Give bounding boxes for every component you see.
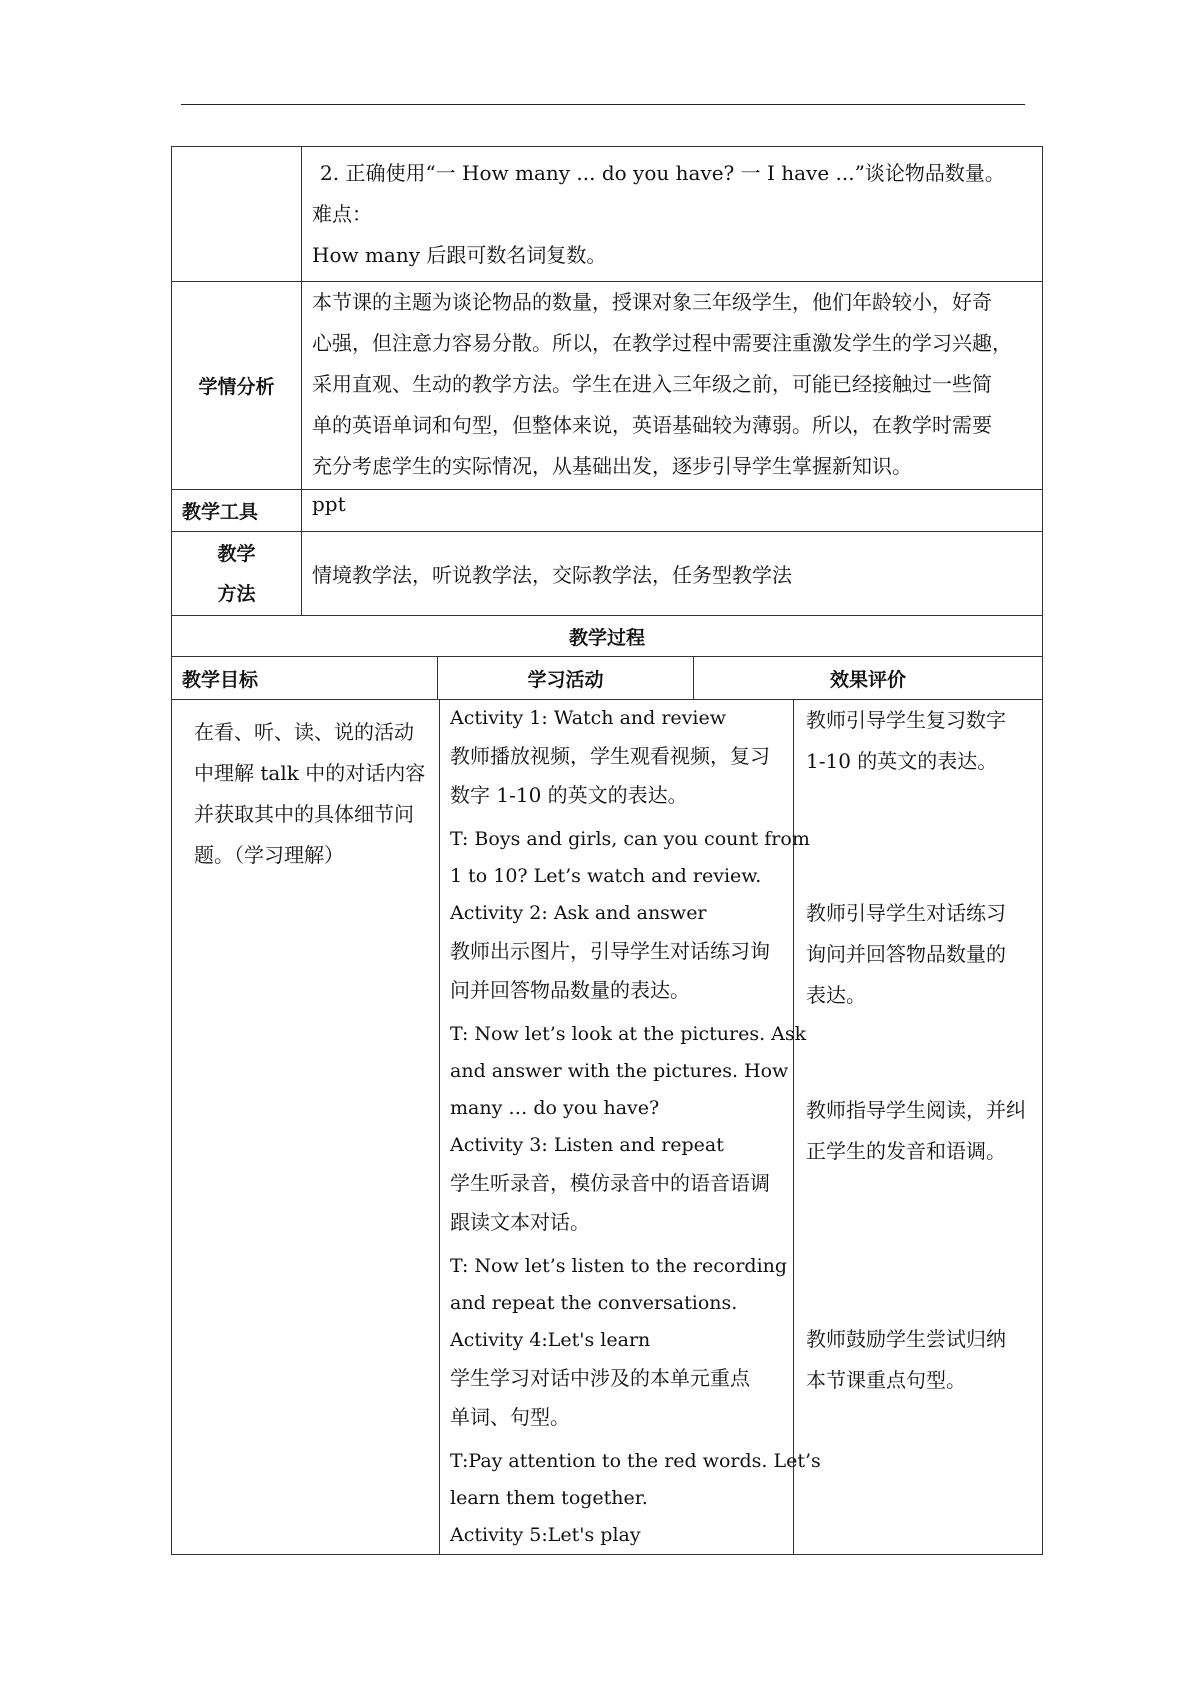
difficulty-line: How many 后跟可数名词复数。 xyxy=(312,243,607,267)
evaluation-block xyxy=(806,893,1006,1016)
evaluation-line: 询问并回答物品数量的 xyxy=(806,942,1006,966)
analysis-line: 本节课的主题为谈论物品的数量，授课对象三年级学生，他们年龄较小，好奇 xyxy=(312,290,992,314)
evaluation-line: 教师引导学生复习数字 xyxy=(806,708,1006,732)
evaluation-line: 本节课重点句型。 xyxy=(806,1368,966,1392)
lesson-plan-table xyxy=(171,146,1043,700)
activities-cell xyxy=(440,700,821,1555)
analysis-line: 充分考虑学生的实际情况，从基础出发，逐步引导学生掌握新知识。 xyxy=(312,454,912,478)
activity-en-line: and repeat the conversations. xyxy=(450,1292,738,1314)
activity-title: Activity 4:Let's learn xyxy=(450,1329,651,1351)
evaluation-line: 教师引导学生对话练习 xyxy=(806,901,1006,925)
evaluation-line: 教师鼓励学生尝试归纳 xyxy=(806,1327,1006,1351)
student-analysis-row xyxy=(172,282,1043,490)
evaluation-block xyxy=(806,1090,1026,1172)
difficulty-content-cell xyxy=(302,147,1043,282)
student-analysis-content xyxy=(302,282,1043,490)
header-rule xyxy=(181,104,1025,105)
analysis-line: 单的英语单词和句型，但整体来说，英语基础较为薄弱。所以，在教学时需要 xyxy=(312,413,992,437)
activity-cn-line: 单词、句型。 xyxy=(450,1405,570,1429)
activity-title: Activity 3: Listen and repeat xyxy=(450,1134,724,1156)
activity-title: Activity 2: Ask and answer xyxy=(450,902,707,924)
activity-title: Activity 5:Let's play xyxy=(450,1524,641,1546)
activity-en-line: T:Pay attention to the red words. Let’s xyxy=(450,1450,821,1472)
activity-en-line: 1 to 10? Let’s watch and review. xyxy=(450,865,762,887)
activity-cn-line: 教师出示图片，引导学生对话练习询 xyxy=(450,939,770,963)
process-body-row xyxy=(172,700,1043,1555)
process-body-table xyxy=(171,699,1043,1555)
analysis-line: 采用直观、生动的教学方法。学生在进入三年级之前，可能已经接触过一些简 xyxy=(312,372,992,396)
activity-cn-line: 学生学习对话中涉及的本单元重点 xyxy=(450,1366,750,1390)
activity-en-line: learn them together. xyxy=(450,1487,648,1509)
difficulty-row xyxy=(172,147,1043,282)
goal-cell xyxy=(172,700,440,1555)
goal-line: 在看、听、读、说的活动 xyxy=(194,720,414,744)
teaching-methods-value: 情境教学法，听说教学法，交际教学法，任务型教学法 xyxy=(302,532,1043,616)
process-title-row xyxy=(172,616,1043,657)
difficulty-line: 2. 正确使用“一 How many ... do you have? 一 I have ...”谈论物品数量。 xyxy=(320,161,1005,185)
goal-line: 中理解 talk 中的对话内容 xyxy=(194,761,426,785)
activity-en-line: T: Now let’s listen to the recording xyxy=(450,1255,788,1277)
goal-line: 并获取其中的具体细节问 xyxy=(194,802,414,826)
activity-en-line: T: Now let’s look at the pictures. Ask xyxy=(450,1023,807,1045)
activity-cn-line: 跟读文本对话。 xyxy=(450,1210,590,1234)
teaching-methods-label-line1: 教学 xyxy=(217,542,256,565)
activity-cn-line: 数字 1-10 的英文的表达。 xyxy=(450,783,688,807)
evaluation-cell xyxy=(794,700,1043,1555)
student-analysis-label: 学情分析 xyxy=(172,282,302,490)
teaching-tools-label: 教学工具 xyxy=(172,490,302,532)
teaching-methods-row xyxy=(172,532,1043,616)
process-title: 教学过程 xyxy=(172,616,1043,657)
teaching-tools-row xyxy=(172,490,1043,532)
activity-title: Activity 1: Watch and review xyxy=(450,707,726,729)
activity-cn-line: 学生听录音，模仿录音中的语音语调 xyxy=(450,1171,770,1195)
evaluation-line: 表达。 xyxy=(806,983,866,1007)
analysis-line: 心强，但注意力容易分散。所以，在教学过程中需要注重激发学生的学习兴趣， xyxy=(312,331,1012,355)
header-activity: 学习活动 xyxy=(438,657,694,700)
process-header-row xyxy=(172,657,1043,700)
teaching-methods-label-line2: 方法 xyxy=(217,582,256,605)
activity-cn-line: 问并回答物品数量的表达。 xyxy=(450,978,690,1002)
header-goal: 教学目标 xyxy=(172,657,438,700)
activity-en-line: many … do you have? xyxy=(450,1097,660,1119)
difficulty-line: 难点： xyxy=(312,202,372,226)
evaluation-line: 正学生的发音和语调。 xyxy=(806,1139,1006,1163)
goal-line: 题。（学习理解） xyxy=(194,843,344,867)
evaluation-line: 教师指导学生阅读，并纠 xyxy=(806,1098,1026,1122)
evaluation-line: 1-10 的英文的表达。 xyxy=(806,749,998,773)
evaluation-block xyxy=(806,1319,1006,1401)
evaluation-block xyxy=(806,700,1006,782)
activity-en-line: T: Boys and girls, can you count from xyxy=(450,828,810,850)
teaching-tools-value: ppt xyxy=(302,490,1043,532)
activity-cn-line: 教师播放视频，学生观看视频，复习 xyxy=(450,744,770,768)
header-evaluation: 效果评价 xyxy=(694,657,1043,700)
teaching-methods-label xyxy=(172,532,302,616)
activity-en-line: and answer with the pictures. How xyxy=(450,1060,789,1082)
difficulty-label-cell xyxy=(172,147,302,282)
